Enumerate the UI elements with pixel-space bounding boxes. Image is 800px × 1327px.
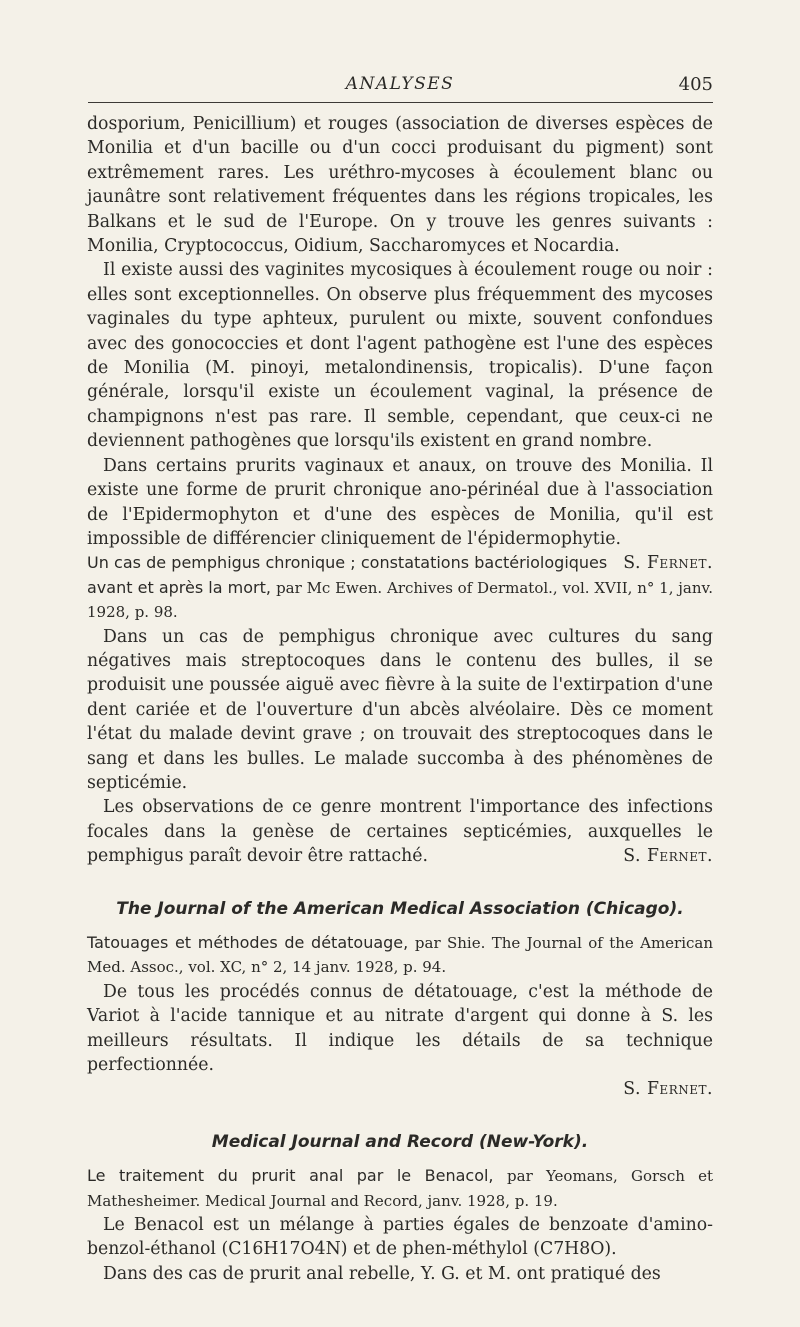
paragraph-5-text: Les observations de ce genre montrent l'importance des infections focales dans la genèse de certaines septicémies, auxquelles le pemphigus paraît devoir être rattaché. xyxy=(87,797,713,867)
signature-2: S. Fernet. xyxy=(623,846,713,867)
article-title-3 xyxy=(87,1164,713,1213)
header-rule xyxy=(88,102,713,103)
running-header xyxy=(87,74,713,98)
article-3-title-text: Le traitement du prurit anal par le Benacol, xyxy=(87,1166,494,1186)
article-1-reference: par Mc Ewen. Archives of Dermatol., vol. XVII, n° 1, janv. 1928, p. 98. xyxy=(87,578,713,622)
article-title-2 xyxy=(87,931,713,980)
section-heading-medical-journal: Medical Journal and Record (New-York). xyxy=(211,1131,589,1152)
article-2-title-text: Tatouages et méthodes de détatouage, xyxy=(87,933,409,952)
paragraph-6: De tous les procédés connus de détatouage, c'est la méthode de Variot à l'acide tannique et au nitrate d'argent qui donne à S. les meilleurs résultats. Il indique les détails de sa technique perfectionnée. xyxy=(87,981,713,1076)
signature-1: S. Fernet. xyxy=(623,553,713,574)
article-3-reference: par Yeomans, Gorsch et Mathesheimer. Medical Journal and Record, janv. 1928, p. 19. xyxy=(87,1167,714,1210)
page-body xyxy=(87,112,713,1286)
section-heading-jama: The Journal of the American Medical Association (Chicago). xyxy=(116,898,684,919)
paragraph-4: Dans un cas de pemphigus chronique avec cultures du sang négatives mais streptocoques dans le contenu des bulles, il se produisit une poussée aiguë avec fièvre à la suite de l'extirpation d'une dent cariée et de l'ouverture d'un abcès alvéolaire. Dès ce moment l'état du malade devint grave ; on trouvait des streptocoques dans le sang et dans les bulles. Le malade succomba à des phénomènes de septicémie. xyxy=(87,626,713,793)
article-1-title-text: Un cas de pemphigus chronique ; constatations bactériologiques avant et après la mort, xyxy=(87,553,608,597)
paragraph-7: Le Benacol est un mélange à parties égales de benzoate d'amino-benzol-éthanol (C16H17O4N) et de phen-méthylol (C7H8O). xyxy=(87,1215,713,1260)
paragraph-5 xyxy=(87,795,713,868)
article-2-reference: par Shie. The Journal of the American Med. Assoc., vol. XC, n° 2, 14 janv. 1928, p. 94. xyxy=(87,934,714,977)
paragraph-8: Dans des cas de prurit anal rebelle, Y. G. et M. ont pratiqué des xyxy=(103,1263,661,1284)
paragraph-1: dosporium, Penicillium) et rouges (association de diverses espèces de Monilia et d'un bacille ou d'un cocci produisant du pigment) sont extrêmement rares. Les uréthro-mycoses à écoulement blanc ou jaunâtre sont relativement fréquentes dans les régions tropicales, les Balkans et le sud de l'Europe. On y trouve les genres suivants : Monilia, Cryptococcus, Oidium, Saccharomyces et Nocardia. xyxy=(87,114,713,257)
paragraph-3 xyxy=(87,454,713,574)
signature-3: S. Fernet. xyxy=(623,1079,713,1100)
page-number: 405 xyxy=(678,74,713,95)
running-title: ANALYSES xyxy=(345,74,455,94)
paragraph-3-text: Dans certains prurits vaginaux et anaux, on trouve des Monilia. Il existe une forme de prurit chronique ano-périnéal due à l'association de l'Epidermophyton et d'une des espèces de Monilia, qu'il est impossible de différencier cliniquement de l'épidermophytie. xyxy=(87,455,713,549)
paragraph-2: Il existe aussi des vaginites mycosiques à écoulement rouge ou noir : elles sont exceptionnelles. On observe plus fréquemment des mycoses vaginales du type aphteux, purulent ou mixte, souvent confondues avec des gonococcies et dont l'agent pathogène est l'une des espèces de Monilia (M. pinoyi, metalondinensis, tropicalis). D'une façon générale, lorsqu'il existe un écoulement vaginal, la présence de champignons n'est pas rare. Il semble, cependant, que ceux-ci ne deviennent pathogènes que lorsqu'ils existent en grand nombre. xyxy=(87,260,713,452)
